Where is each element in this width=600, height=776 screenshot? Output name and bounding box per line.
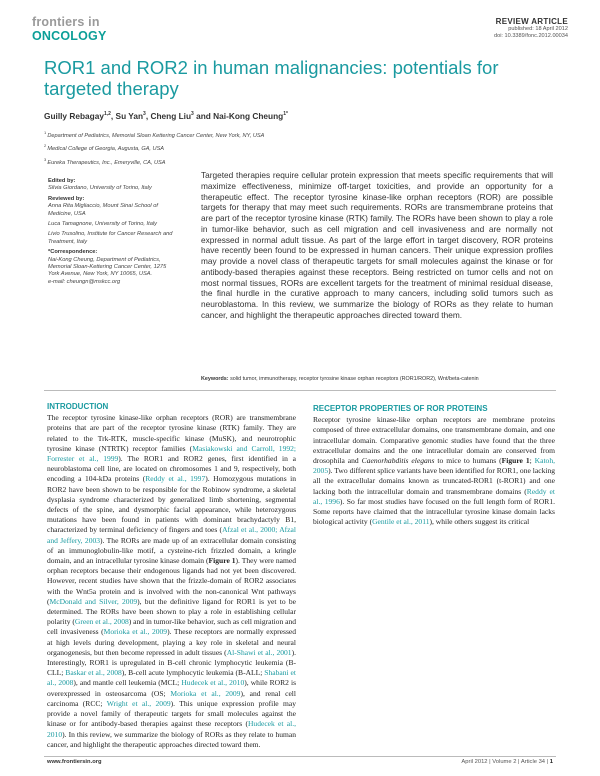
affiliation: $^3$ Eureka Therapeutics, Inc., Emeryville, CA, USA — [44, 156, 166, 166]
correspondence-label: *Correspondence: — [48, 249, 98, 256]
footer-article: Article 34 — [520, 759, 546, 765]
citation-link[interactable]: Gentile et al., 2011 — [372, 517, 430, 527]
logo-line1: frontiers in — [32, 15, 100, 29]
author-name: Guilly Rebagay — [44, 111, 104, 121]
divider — [44, 390, 556, 391]
body-column-right — [313, 400, 555, 527]
author-list: Guilly Rebagay$^{1,2}$, Su Yan$^3$, Cheng Liu$^3$ and Nai-Kong Cheung$^{1*}$ — [44, 111, 288, 121]
intro-paragraph: The receptor tyrosine kinase-like orphan receptors (ROR) are transmembrane proteins that are part of the receptor tyrosine kinase (RTK) family. They are related to the Trk-RTK, muscle-specific kinase (MuSK), and neurotrophic tyrosine kinase (NTRTK) receptor families (Masiakowski and Carroll, 1992; Forrester et al., 1999). The ROR1 and ROR2 genes, first identified in a neuroblastoma cell line, are located on chromosomes 1 and 9, respectively, both encoding a 104-kDa proteins (Reddy et al., 1997). Homozygous mutations in ROR2 have been shown to be responsible for the Robinow syndrome, a skeletal dysplasia syndrome characterized by generalized limb shortening, segmental defects of the spine, and dysmorphic facial appearance, while heterozygous mutations have been found in patients with dominant brachydactyly B1, characterized by terminal deficiency of fingers and toes (Afzal et al., 2000; Afzal and Jeffery, 2003). The RORs are made up of an extracellular domain consisting of an immunoglobulin-like motif, a cysteine-rich frizzled domain, a kringle domain, and an intracellular tyrosine kinase domain (Figure 1). They were named orphan receptors because their endogenous ligands had not yet been discovered. However, recent studies have shown that the frizzle-domain of ROR2 associates with the Wnt5a protein and is involved with the non-canonical Wnt pathways (McDonald and Silver, 2009), but the definitive ligand for ROR1 is yet to be determined. The RORs have been shown to play a role in establishing cellular polarity (Green et al., 2008) and in tumor-like behavior, such as cell migration and cell invasiveness (Morioka et al., 2009). These receptors are normally expressed at high levels during development, playing a key role in skeletal and neural organogenesis, but then become repressed in adult tissues (Al-Shawi et al., 2001). Interestingly, ROR1 is upregulated in B-cell chronic lymphocytic leukemia (B-CLL; Baskar et al., 2008), B-cell acute lymphocytic leukemia (B-ALL; Shabani et al., 2008), and mantle cell leukemia (MCL; Hudecek et al., 2010), while ROR2 is overexpressed in osteosarcoma (OS; Morioka et al., 2009), and renal cell carcinoma (RCC; Wright et al., 2009). This unique expression profile may provide a novel family of therapeutic targets for small molecules against the kinase or for antibody-based therapies against these receptors (Hudecek et al., 2010). In this review, we summarize the biology of RORs as they relate to human cancer, and highlight the therapeutic approaches directed toward them. — [47, 413, 297, 749]
citation-link[interactable]: Masiakowski and Carroll, 1992; Forrester et al., 1999 — [47, 443, 297, 464]
citation-link[interactable]: Afzal et al., 2000; Afzal and Jeffery, 2003 — [47, 525, 296, 545]
footer-divider — [44, 756, 556, 757]
citation-link[interactable]: Baskar et al., 2008 — [65, 668, 122, 678]
doi[interactable]: doi: 10.3389/fonc.2012.00034 — [493, 33, 568, 39]
author-name: Su Yan — [115, 111, 144, 121]
keywords-label: Keywords: — [201, 376, 229, 382]
author-sup: 3 — [191, 111, 194, 118]
citation-link[interactable]: Shabani et al., 2008 — [47, 668, 296, 688]
correspondence: Nai-Kong Cheung, Department of Pediatrics, Memorial Sloan-Kettering Cancer Center, 1275 York Avenue, New York, NY 10065, USA. — [48, 256, 167, 278]
abstract: Targeted therapies require cellular protein expression that meets specific requirements that will maximize effectiveness, minimize off-target toxicities, and provide an opportunity for a therapeutic effect. The receptor tyrosine kinase-like orphan receptors (ROR) are possible targets for therapy that may meet such requirements. RORs are transmembrane proteins that are part of the receptor tyrosine kinase (RTK) family. The RORs have been shown to play a role in tumor-like behavior, such as cell migration and cell invasiveness and are normally not expressed in normal adult tissue. As part of the large effort in target discovery, ROR proteins have recently been found to be expressed in human cancers. Their unique expression profiles may provide a novel class of therapeutic targets for small molecules against the kinase or for antibody-based therapies against these receptors. Being restricted on tumor cells and not on most normal tissues, RORs are excellent targets for the treatment of minimal residual disease, the final hurdle in the curative approach to many cancers, including solid tumors such as neuroblastoma. In this review, we summarize the biology of RORs as they relate to human cancer, and highlight the therapeutic approaches directed toward them. — [201, 170, 553, 320]
italic-term: Caenorhabditis elegans — [361, 456, 435, 466]
editorial-info — [48, 175, 176, 286]
published-date: published: 18 April 2012 — [508, 26, 568, 32]
email[interactable]: e-mail: cheungn@mskcc.org — [48, 278, 121, 285]
author-sup: 3 — [143, 111, 146, 118]
section-heading-introduction: INTRODUCTION — [47, 402, 109, 411]
citation-link[interactable]: Reddy et al., 1997 — [145, 474, 206, 484]
citation-link[interactable]: Reddy et al., 1996 — [313, 486, 555, 506]
citation-link[interactable]: McDonald and Silver, 2009 — [49, 596, 138, 606]
reviewed-by-label: Reviewed by: — [48, 195, 85, 202]
keywords-text: solid tumor, immunotherapy, receptor tyrosine kinase orphan receptors (ROR1/ROR2), Wnt/beta-catenin — [230, 376, 479, 382]
author-sup: 1* — [283, 111, 288, 118]
citation-link[interactable]: Hudecek et al., 2010 — [47, 719, 297, 739]
figure-ref[interactable]: Figure 1 — [208, 556, 236, 566]
edited-by: Silvia Giordano, University of Torino, Italy — [48, 185, 152, 192]
author-name: Nai-Kong Cheung — [213, 111, 284, 121]
affiliation: $^2$ Medical College of Georgia, Augusta, GA, USA — [44, 143, 165, 153]
keywords — [201, 376, 553, 382]
citation-link[interactable]: Wright et al., 2009 — [106, 698, 171, 708]
citation-link[interactable]: Hudecek et al., 2010 — [181, 678, 245, 688]
article-meta — [494, 17, 568, 40]
affiliations — [44, 128, 264, 168]
article-title: ROR1 and ROR2 in human malignancies: potentials for targeted therapy — [44, 57, 499, 99]
reviewer: Livio Trusolino, Institute for Cancer Research and Treatment, Italy — [48, 231, 173, 245]
footer-volume: Volume 2 — [492, 759, 517, 765]
footer-page: 1 — [549, 759, 553, 765]
author-sup: 1,2 — [103, 111, 111, 118]
citation-link[interactable]: Green et al., 2008 — [74, 617, 129, 627]
author-name: Cheng Liu — [150, 111, 192, 121]
reviewer: Luca Tamagnone, University of Torino, Italy — [48, 221, 157, 228]
reviewer: Anna Rita Migliaccio, Mount Sinai School of Medicine, USA — [48, 203, 159, 217]
section-heading-receptor-properties: RECEPTOR PROPERTIES OF ROR PROTEINS — [313, 404, 488, 413]
citation-link[interactable]: Morioka et al., 2009 — [103, 627, 168, 637]
logo-line2: ONCOLOGY — [32, 28, 107, 43]
figure-ref[interactable]: Figure 1 — [501, 456, 530, 466]
props-paragraph: Receptor tyrosine kinase-like orphan receptors are membrane proteins composed of three extracellular domains, one transmembrane domain, and one intracellular domain. Comparative genomic studies have found that the three extracellular domains and the one intracellular domain are conserved from drosophila and Caenorhabditis elegans to mice to humans (Figure 1; Katoh, 2005). Two different splice variants have been identified for ROR1, one lacking all the extracellular domains known as truncated-ROR1 (t-ROR1) and one lacking both the intracellular domain and transmembrane domains (Reddy et al., 1996). So far most studies have focused on the full length form of ROR1. Some reports have claimed that the intracellular tyrosine kinase domain lacks biological activity (Gentile et al., 2011), while others suggest its critical — [313, 415, 555, 527]
edited-by-label: Edited by: — [48, 178, 76, 184]
citation-link[interactable]: Morioka et al., 2009 — [170, 688, 241, 698]
body-column-left — [47, 400, 296, 750]
citation-link[interactable]: Katoh, 2005 — [313, 456, 555, 476]
citation-link[interactable]: Al-Shawi et al., 2001 — [226, 647, 292, 657]
footer-info: April 2012 | Volume 2 | Article 34 | 1 — [461, 759, 553, 765]
affiliation: $^1$ Department of Pediatrics, Memorial Sloan Kettering Cancer Center, New York, NY, USA — [44, 130, 265, 139]
journal-logo — [32, 16, 107, 42]
footer-date: April 2012 — [461, 759, 488, 765]
article-type: REVIEW ARTICLE — [495, 17, 568, 26]
footer-site[interactable]: www.frontiersin.org — [47, 759, 102, 765]
